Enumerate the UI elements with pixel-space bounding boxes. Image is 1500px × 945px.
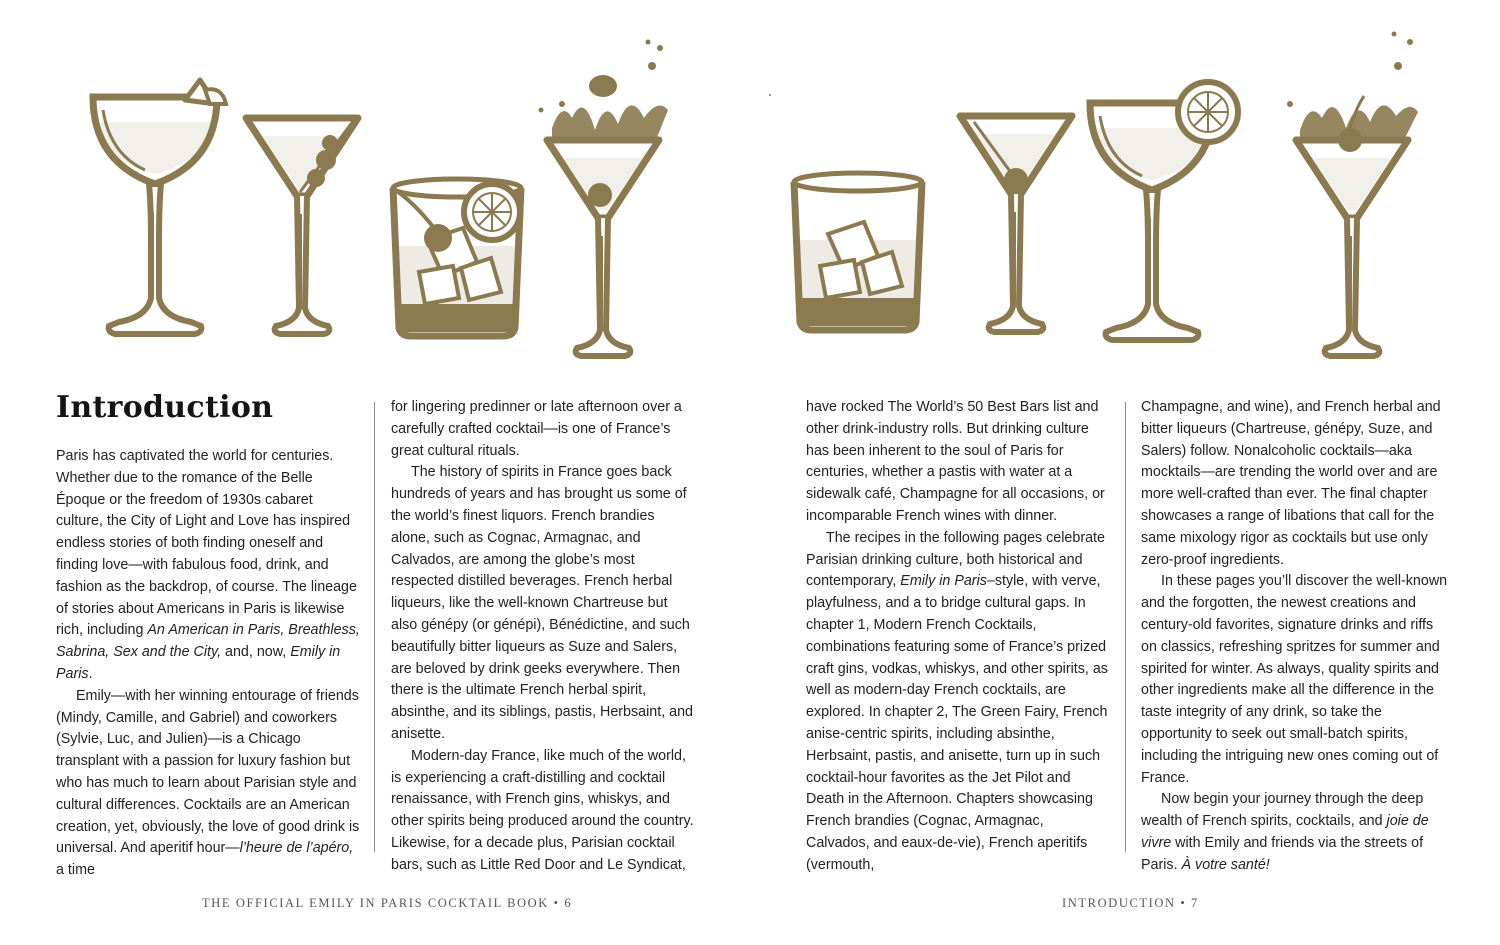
italic-phrase: l’heure de l’apéro,: [239, 840, 354, 857]
page-title: Introduction: [56, 390, 274, 425]
martini-with-cherry-icon: [960, 116, 1072, 332]
martini-splash-with-olive-icon: [547, 140, 659, 356]
paragraph-text: Emily—with her winning entourage of friends (Mindy, Camille, and Gabriel) and coworkers (Sylvie, Luc, and Julien)—is a Chicago transplant with a passion for luxury fashion but who has much to learn about Parisian style and cultural differences. Cocktails are an American creation, yet, obviously, the love of good drink is universal. And aperitif hour—: [56, 687, 360, 857]
paragraph-text: –style, with verve, playfulness, and a to bridge cultural gaps. In chapter 1, Modern French Cocktails, combinations featuring some of France’s prized craft gins, vodkas, whiskys, and other spirits, as well as modern-day French cocktails, are explored. In chapter 2, The Green Fairy, French anise-centric spirits, including absinthe, Herbsaint, pastis, and anisette, turn up in such cocktail-hour favorites as the Jet Pilot and Death in the Afternoon. Chapters showcasing French brandies (Cognac, Armagnac, Calvados, and eaux-de-vie), French aperitifs (vermouth,: [806, 573, 1108, 873]
column-divider: [1125, 402, 1126, 852]
text-column-4: [1141, 397, 1451, 877]
paragraph-text: .: [88, 665, 93, 682]
italic-phrase: À votre santé!: [1181, 856, 1270, 873]
paragraph: The history of spirits in France goes back hundreds of years and has brought us some of the world’s finest liquors. French brandies alone, such as Cognac, Armagnac, and Calvados, are among the globe’s most respected distilled beverages. French herbal liqueurs, like the well-known Chartreuse but also génépy (or génépi), Bénédictine, and such beautifully bitter liqueurs as Suze and Salers, are beloved by drink geeks everywhere. Then there is the ultimate French herbal spirit, absinthe, and its siblings, pastis, Herbsaint, and anisette.: [391, 464, 693, 742]
page-footer-left: THE OFFICIAL EMILY IN PARIS COCKTAIL BOOK • 6: [202, 896, 573, 910]
italic-title: Emily in Paris: [900, 573, 987, 590]
rocks-glass-with-ice-icon: [794, 173, 922, 330]
italic-title: Emily in Paris: [56, 644, 341, 682]
text-column-2: [391, 397, 696, 877]
paragraph-text: The recipes in the following pages celebrate Parisian drinking culture, both historical and contemporary,: [806, 529, 1105, 590]
paragraph: [806, 528, 1111, 877]
paragraph-text: and, now,: [221, 644, 291, 661]
paragraph: have rocked The World’s 50 Best Bars list and other drink-industry rolls. But drinking culture has been inherent to the soul of Paris for centuries, whether a pastis with water at a sidewalk café, Champagne for all occasions, or incomparable French wines with dinner.: [806, 399, 1105, 524]
paragraph: In these pages you’ll discover the well-known and the forgotten, the newest creations and century-old favorites, signature drinks and riffs on classics, refreshing spritzes for summer and spirited for winter. As always, quality spirits and other ingredients make all the difference in the taste integrity of any drink, so take the opportunity to seek out small-batch spirits, including the intriguing new ones coming out of France.: [1141, 573, 1448, 786]
italic-title: An American in Paris, Breathless, Sabrina, Sex and the City,: [56, 622, 360, 661]
paragraph-text: a time: [56, 862, 95, 879]
text-column-1: [56, 446, 361, 882]
paragraph-text: Now begin your journey through the deep wealth of French spirits, cocktails, and: [1141, 791, 1424, 830]
cocktail-illustration-band: [0, 0, 1500, 360]
paragraph-text: Paris has captivated the world for centuries. Whether due to the romance of the Belle Époque or the freedom of 1930s cabaret culture, the City of Light and Love has inspired endless stories of both finding oneself and finding love—with fabulous food, drink, and fashion as the backdrop, of course. The lineage of stories about Americans in Paris is likewise rich, including: [56, 448, 357, 639]
paragraph: Modern-day France, like much of the world, is experiencing a craft-distilling and cocktail renaissance, with French gins, whiskys, and other spirits being produced around the country. Likewise, for a decade plus, Parisian cocktail bars, such as Little Red Door and Le Syndicat,: [391, 747, 694, 873]
martini-splash-with-cherry-icon: [1296, 140, 1408, 356]
coupe-with-lime-icon: [93, 97, 217, 334]
text-column-3: [806, 397, 1111, 877]
column-divider: [374, 402, 375, 852]
paragraph: [56, 686, 361, 882]
martini-with-olives-icon: [246, 118, 358, 334]
italic-phrase: joie de vivre: [1141, 813, 1429, 851]
paragraph: [1141, 789, 1451, 876]
paragraph: for lingering predinner or late afternoon over a carefully crafted cocktail—is one of France’s great cultural rituals.: [391, 399, 682, 459]
paragraph: Champagne, and wine), and French herbal and bitter liqueurs (Chartreuse, génépy, Suze, and Salers) follow. Nonalcoholic cocktails—aka mocktails—are trending the world over and are more well-crafted than ever. The final chapter showcases a range of libations that call for the same mixology rigor as cocktails but use only zero-proof ingredients.: [1141, 399, 1441, 568]
page-footer-right: INTRODUCTION • 7: [1062, 896, 1199, 910]
paragraph-text: with Emily and friends via the streets of Paris.: [1141, 834, 1424, 873]
paragraph: [56, 446, 361, 686]
